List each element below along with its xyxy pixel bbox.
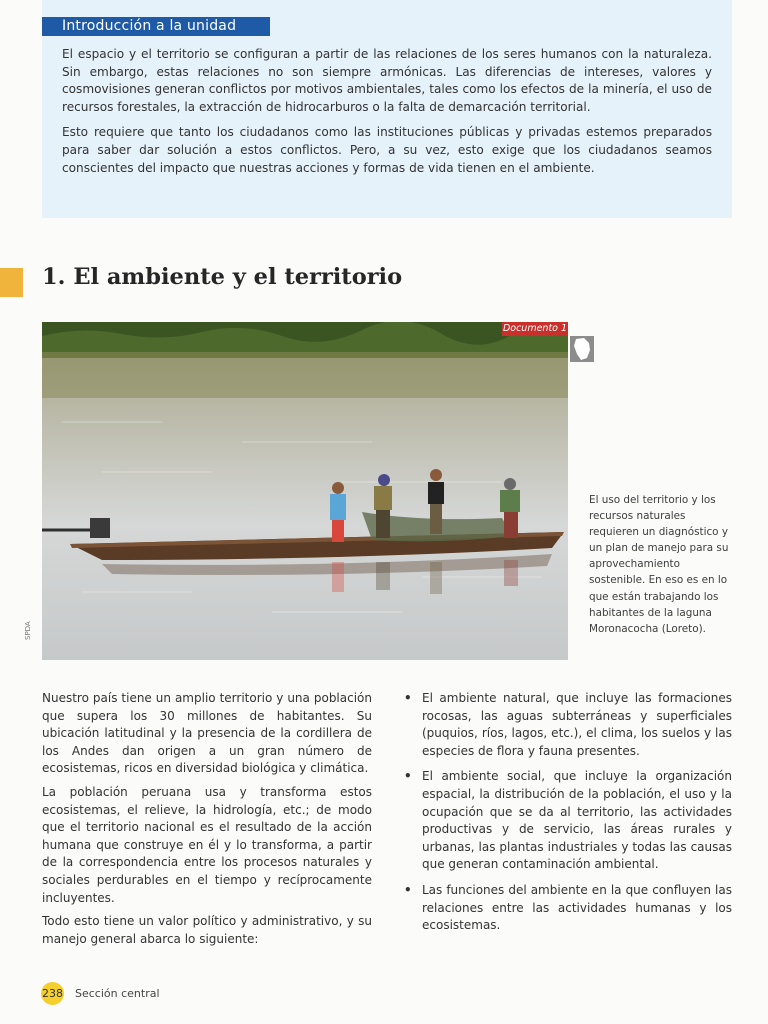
list-item-text: El ambiente social, que incluye la organización espacial, la distribución de la población, el uso y la ocupación que se da al territorio, las actividades productivas y de servicio, las áreas rurales y urbanas, las plantas industriales y todas las causas que generan contaminación ambiental. <box>422 769 732 872</box>
body-left-column <box>42 690 372 954</box>
body-right-column <box>402 690 732 943</box>
list-item <box>402 690 732 760</box>
bullet-list <box>402 690 732 935</box>
photo-credit: SPDA <box>24 621 32 640</box>
list-item-text: Las funciones del ambiente en la que confluyen las relaciones entre las actividades humanas y los ecosistemas. <box>422 882 732 933</box>
body-paragraph-2: La población peruana usa y transforma estos ecosistemas, el relieve, la hidrología, etc.; de modo que el territorio nacional es el resultado de la acción humana que construye en él y lo transforma, a partir de la correspondencia entre los procesos naturales y sociales perdurables en el tiempo y recíprocamente incluyentes. <box>42 784 372 905</box>
intro-text <box>62 46 712 185</box>
intro-paragraph-2: Esto requiere que tanto los ciudadanos como las instituciones públicas y privadas estemos preparados para saber dar solución a estos conflictos. Pero, a su vez, esto exige que los ciudadanos seamos conscientes del impacto que nuestras acciones y formas de vida tienen en el ambiente. <box>62 125 712 175</box>
section-title: 1. El ambiente y el territorio <box>42 264 403 290</box>
document-tag: Documento 1 <box>502 323 568 334</box>
bullet-icon: • <box>404 882 412 897</box>
section-marker <box>0 268 23 297</box>
body-paragraph-1: Nuestro país tiene un amplio territorio y una población que supera los 30 millones de habitantes. Su ubicación latitudinal y la presencia de la cordillera de los Andes dan origen a un gran número de ecosistemas, ricos en diversidad biológica y climática. <box>42 691 372 776</box>
section-label: Sección central <box>75 987 160 1000</box>
intro-paragraph-1: El espacio y el territorio se configuran a partir de las relaciones de los seres humanos con la naturaleza. Sin embargo, estas relaciones no son siempre armónicas. Las diferencias de intereses, valores y cosmovisiones generan conflictos por motivos ambientales, tales como los efectos de la minería, el uso de recursos forestales, la extracción de hidrocarburos o la falta de demarcación territorial. <box>62 47 712 114</box>
bullet-icon: • <box>404 691 412 705</box>
page-number: 238 <box>41 982 64 1005</box>
bullet-icon: • <box>404 769 412 784</box>
list-item <box>402 768 732 874</box>
lagoon-photo <box>42 322 568 660</box>
list-item <box>402 882 732 935</box>
peru-map-icon <box>570 336 594 362</box>
body-paragraph-3: Todo esto tiene un valor político y administrativo, y su manejo general abarca lo siguiente: <box>42 914 372 946</box>
photo-caption: El uso del territorio y los recursos naturales requieren un diagnóstico y un plan de manejo para su aprovechamiento sostenible. En eso es en lo que están trabajando los habitantes de la laguna Moronacocha (Loreto). <box>589 494 729 635</box>
list-item-text: El ambiente natural, que incluye las formaciones rocosas, las aguas subterráneas y superficiales (puquios, ríos, lagos, etc.), el clima, los suelos y las especies de flora y fauna presentes. <box>422 691 732 758</box>
intro-heading: Introducción a la unidad <box>42 17 270 36</box>
